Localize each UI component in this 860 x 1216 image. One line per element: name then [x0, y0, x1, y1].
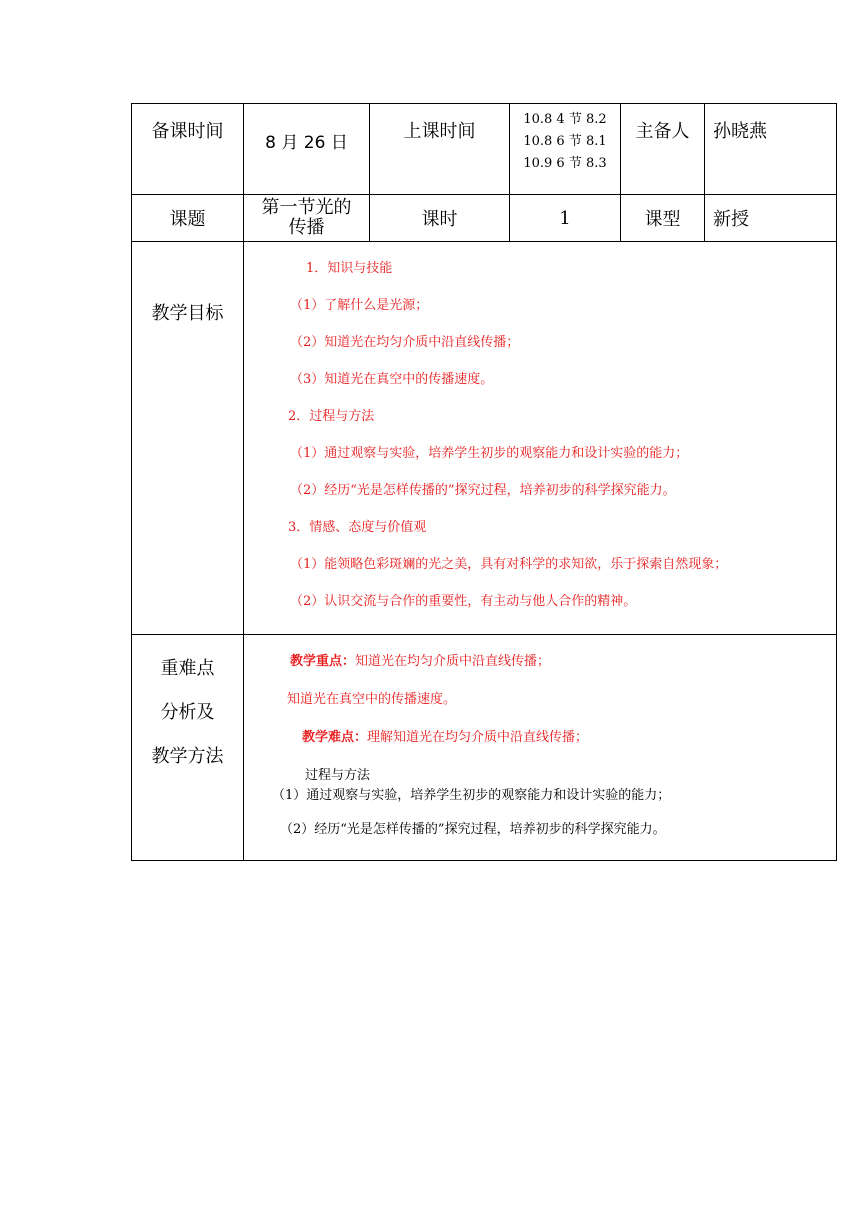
class-time-label-cell — [370, 104, 510, 195]
analysis-label-cell — [132, 635, 244, 861]
type-label: 课型 — [644, 209, 681, 230]
class-times-list — [510, 109, 620, 175]
analysis-label — [132, 647, 243, 779]
analysis-label-line: 分析及 — [160, 702, 215, 723]
lead-value-cell — [705, 104, 837, 195]
topic-value-cell — [244, 195, 370, 242]
objective-item: （3）知道光在真空中的传播速度。 — [290, 372, 494, 387]
difficulty-text: 理解知道光在均匀介质中沿直线传播； — [367, 730, 589, 745]
prep-time-value: 8 月 26 日 — [265, 133, 348, 153]
method-title: 过程与方法 — [305, 768, 371, 783]
objective-item: （2）认识交流与合作的重要性，有主动与他人合作的精神。 — [290, 594, 637, 609]
objective-item: （1）了解什么是光源； — [290, 298, 429, 313]
lead-label-cell — [621, 104, 705, 195]
objective-item: （1）通过观察与实验，培养学生初步的观察能力和设计实验的能力； — [290, 446, 689, 461]
period-value-cell — [510, 195, 621, 242]
objective-item: （2）经历“光是怎样传播的”探究过程，培养初步的科学探究能力。 — [290, 483, 676, 498]
header-row — [132, 104, 837, 195]
analysis-row — [132, 635, 837, 861]
topic-value — [244, 198, 369, 238]
period-label: 课时 — [421, 209, 458, 230]
class-time-item: 10.8 4 节 8.2 — [523, 112, 607, 127]
topic-label-cell — [132, 195, 244, 242]
analysis-content-cell — [244, 635, 837, 861]
class-time-item: 10.9 6 节 8.3 — [523, 156, 607, 171]
objectives-row — [132, 242, 837, 635]
lead-value: 孙晓燕 — [713, 121, 767, 142]
class-time-item: 10.8 6 节 8.1 — [523, 134, 607, 149]
period-label-cell — [370, 195, 510, 242]
topic-value-line: 传播 — [288, 217, 325, 238]
class-times-cell — [510, 104, 621, 195]
prep-time-label-cell — [132, 104, 244, 195]
method-item: （2）经历“光是怎样传播的”探究过程，培养初步的科学探究能力。 — [280, 822, 666, 837]
objective-heading: 2．过程与方法 — [288, 409, 375, 424]
prep-time-value-cell — [244, 104, 370, 195]
objectives-content-cell — [244, 242, 837, 635]
method-item: （1）通过观察与实验，培养学生初步的观察能力和设计实验的能力； — [272, 788, 671, 803]
topic-label: 课题 — [169, 209, 206, 230]
type-value-cell — [705, 195, 837, 242]
analysis-label-line: 重难点 — [160, 658, 215, 679]
topic-row — [132, 195, 837, 242]
objective-heading: 3．情感、态度与价值观 — [288, 520, 427, 535]
lead-label: 主备人 — [635, 121, 690, 142]
period-value: 1 — [559, 207, 571, 229]
analysis-content — [244, 635, 836, 840]
topic-value-line: 第一节光的 — [261, 197, 352, 218]
analysis-label-line: 教学方法 — [151, 746, 224, 767]
key-point-continued: 知道光在真空中的传播速度。 — [287, 692, 457, 707]
lesson-plan-table — [131, 103, 837, 861]
prep-time-label: 备课时间 — [151, 121, 224, 142]
objective-heading: 1．知识与技能 — [306, 261, 393, 276]
objective-item: （1）能领略色彩斑斓的光之美，具有对科学的求知欲，乐于探索自然现象； — [290, 557, 728, 572]
objectives-label-cell — [132, 242, 244, 635]
class-time-label: 上课时间 — [403, 121, 476, 142]
key-point — [244, 652, 836, 690]
key-point-label: 教学重点： — [290, 654, 356, 669]
type-label-cell — [621, 195, 705, 242]
type-value: 新授 — [713, 209, 749, 230]
key-point-text: 知道光在均匀介质中沿直线传播； — [355, 654, 551, 669]
objectives-list — [244, 242, 836, 629]
objective-item: （2）知道光在均匀介质中沿直线传播； — [290, 335, 520, 350]
objectives-label: 教学目标 — [151, 303, 224, 324]
difficulty-point — [244, 728, 836, 766]
difficulty-label: 教学难点： — [302, 730, 368, 745]
